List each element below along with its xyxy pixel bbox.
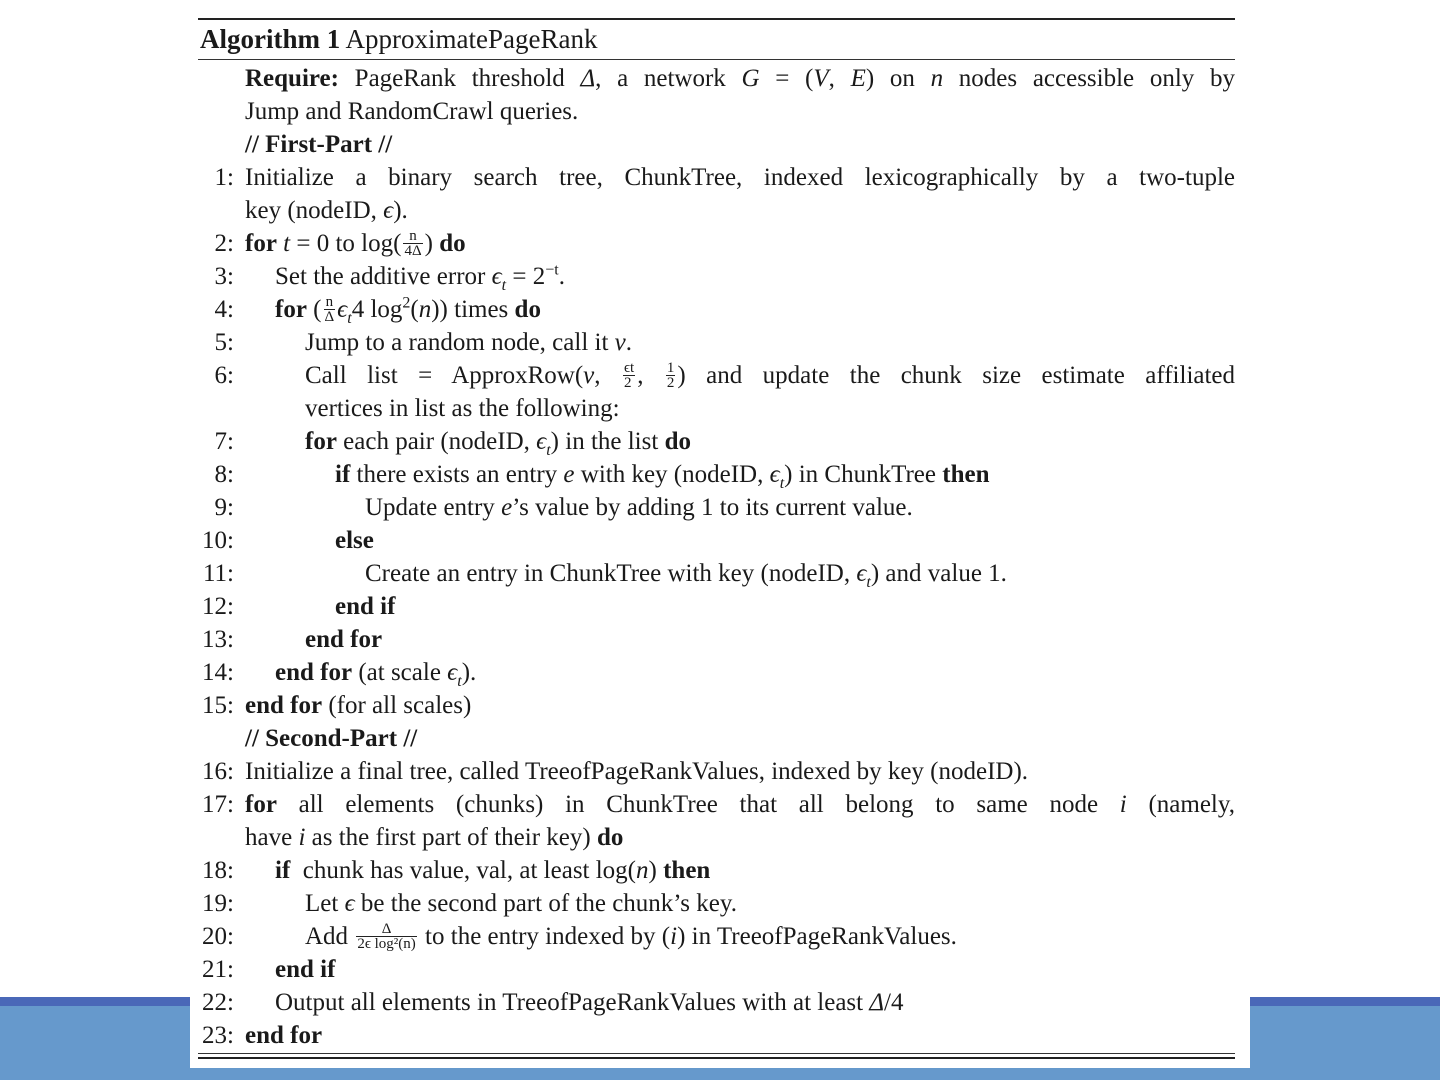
line-number: 4:	[214, 296, 234, 323]
line-number: 6:	[214, 362, 234, 389]
line-text	[275, 656, 476, 689]
bottom-rule-thick	[198, 1057, 1235, 1059]
text: be the second part of the chunk’s key.	[354, 890, 737, 917]
superscript: −t	[545, 261, 559, 279]
line-text	[305, 359, 1235, 392]
math-symbol: ϵ	[337, 296, 348, 323]
subscript: t	[501, 277, 507, 294]
line-text	[305, 887, 737, 920]
algorithm-line	[198, 953, 1235, 986]
algorithm-line	[198, 293, 1235, 326]
text: .	[558, 263, 565, 290]
algorithm-line	[198, 920, 1235, 953]
math-symbol: i	[298, 824, 306, 851]
line-text	[245, 227, 466, 260]
text: key (nodeID,	[245, 197, 384, 224]
line-number: 2:	[214, 230, 234, 257]
keyword: end for	[275, 659, 353, 686]
algorithm-line	[198, 557, 1235, 590]
math-symbol: ϵ	[447, 659, 458, 686]
algorithm-line	[198, 260, 1235, 293]
line-number: 13:	[202, 626, 234, 653]
superscript: 2	[402, 294, 411, 312]
math-symbol: i	[1119, 791, 1127, 818]
keyword: if	[335, 461, 351, 488]
fraction-denominator: 2ϵ log²(n)	[357, 935, 416, 952]
text: ’s value by adding 1 to its current value.	[512, 494, 913, 521]
line-number: 16:	[202, 758, 234, 785]
text: Output all elements in TreeofPageRankValues with at least	[275, 989, 870, 1016]
keyword: do	[596, 824, 624, 851]
text: Update entry	[365, 494, 502, 521]
line-text	[365, 491, 913, 524]
algorithm-line	[198, 656, 1235, 689]
algorithm-line	[198, 392, 1235, 425]
math-symbol: e	[563, 461, 575, 488]
text: )) times	[431, 296, 515, 323]
text: ,	[594, 362, 621, 389]
line-text	[305, 326, 632, 359]
line-number: 23:	[202, 1022, 234, 1049]
text: ) in ChunkTree	[784, 461, 943, 488]
algorithm-line	[198, 854, 1235, 887]
line-text	[245, 128, 392, 161]
line-number: 10:	[202, 527, 234, 554]
text: (	[306, 296, 322, 323]
algorithm-line	[198, 1019, 1235, 1052]
math-symbol: ϵ	[856, 560, 867, 587]
algorithm-line	[198, 788, 1235, 821]
algorithm-name: ApproximatePageRank	[345, 24, 598, 54]
text: Jump to a random node, call it	[305, 329, 615, 356]
algorithm-line	[198, 161, 1235, 194]
algorithm-line	[198, 986, 1235, 1019]
algorithm-line	[198, 326, 1235, 359]
text: Jump and RandomCrawl queries.	[245, 98, 579, 125]
slide-band-right-dark	[1250, 997, 1440, 1006]
math-symbol: ϵ	[344, 890, 355, 917]
line-number: 5:	[214, 329, 234, 356]
algorithm-line	[198, 128, 1235, 161]
math-symbol: Δ	[580, 65, 596, 92]
keyword: do	[439, 230, 466, 257]
line-text	[305, 623, 382, 656]
line-number: 17:	[202, 791, 234, 818]
line-text	[365, 557, 1007, 590]
algorithm-body	[198, 62, 1235, 1052]
math-symbol: Δ	[869, 989, 885, 1016]
algorithm-line	[198, 491, 1235, 524]
text: vertices in list as the following:	[305, 395, 620, 422]
keyword: if	[275, 857, 291, 884]
algorithm-title	[200, 22, 597, 56]
keyword: Require:	[245, 65, 339, 92]
line-number: 22:	[202, 989, 234, 1016]
text: PageRank threshold	[338, 65, 581, 92]
text: all elements (chunks) in ChunkTree that all belong to same node	[276, 791, 1120, 818]
line-text	[305, 392, 620, 425]
keyword: then	[942, 461, 990, 488]
text: Add	[305, 923, 355, 950]
title-rule	[198, 59, 1235, 60]
keyword: end if	[335, 593, 396, 620]
keyword: end for	[245, 1022, 323, 1049]
text: ) and value 1.	[870, 560, 1007, 587]
fraction	[403, 229, 422, 258]
text: Call list = ApproxRow(	[305, 362, 584, 389]
line-number: 3:	[214, 263, 234, 290]
slide-band-bottom	[0, 1068, 1440, 1080]
line-number: 20:	[202, 923, 234, 950]
text: (	[410, 296, 419, 323]
text: = 0 to log(	[290, 230, 402, 257]
keyword: do	[664, 428, 691, 455]
line-text	[335, 524, 374, 557]
text: there exists an entry	[350, 461, 564, 488]
fraction-denominator: 2	[666, 374, 675, 391]
line-text	[245, 161, 1235, 194]
text: Let	[305, 890, 345, 917]
math-symbol: e	[501, 494, 513, 521]
text: Initialize a final tree, called TreeofPageRankValues, indexed by key (nodeID).	[245, 758, 1029, 785]
text: have	[245, 824, 299, 851]
keyword: for	[245, 230, 277, 257]
algorithm-line	[198, 689, 1235, 722]
line-text	[245, 722, 417, 755]
algorithm-line	[198, 524, 1235, 557]
slide-band-left-dark	[0, 997, 190, 1006]
algorithm-line	[198, 887, 1235, 920]
fraction	[666, 361, 676, 390]
text: /4	[884, 989, 904, 1016]
text: ,	[637, 362, 664, 389]
bottom-rule	[198, 1053, 1235, 1054]
text: .	[625, 329, 633, 356]
keyword: else	[335, 527, 374, 554]
line-text	[275, 293, 541, 326]
fraction-numerator: n	[324, 295, 336, 310]
math-symbol: n	[930, 65, 944, 92]
keyword: do	[514, 296, 541, 323]
fraction-numerator: n	[403, 229, 422, 244]
line-number: 15:	[202, 692, 234, 719]
top-rule	[198, 18, 1235, 20]
math-symbol: ϵ	[536, 428, 547, 455]
text: chunk has value, val, at least log(	[290, 857, 637, 884]
line-number: 11:	[202, 560, 234, 587]
text: (for all scales)	[322, 692, 472, 719]
subscript: t	[546, 442, 551, 459]
line-text	[335, 590, 395, 623]
math-symbol: V	[813, 65, 829, 92]
fraction	[356, 922, 416, 951]
subscript: t	[779, 475, 785, 492]
fraction-denominator: Δ	[324, 308, 335, 325]
line-text	[245, 689, 471, 722]
algorithm-line	[198, 359, 1235, 392]
text: to the entry indexed by (	[418, 923, 671, 950]
text: = (	[759, 65, 814, 92]
line-number: 19:	[202, 890, 234, 917]
keyword: // First-Part //	[245, 131, 393, 158]
keyword: for	[245, 791, 277, 818]
subscript: t	[457, 673, 462, 690]
line-text	[245, 95, 578, 128]
text: 4 log	[351, 296, 403, 323]
math-symbol: ϵ	[491, 263, 502, 290]
algorithm-line	[198, 722, 1235, 755]
text: ) in TreeofPageRankValues.	[677, 923, 957, 950]
line-text	[275, 986, 903, 1019]
line-text	[275, 854, 710, 887]
math-symbol: ϵ	[383, 197, 394, 224]
keyword: // Second-Part //	[245, 725, 418, 752]
text: , a network	[595, 65, 742, 92]
algorithm-line	[198, 458, 1235, 491]
text: ).	[393, 197, 408, 224]
line-number: 21:	[202, 956, 234, 983]
subscript: t	[866, 574, 871, 591]
text: = 2	[506, 263, 546, 290]
text: ) in the list	[550, 428, 665, 455]
line-number: 12:	[202, 593, 234, 620]
algorithm-line	[198, 62, 1235, 95]
line-text	[305, 425, 691, 458]
math-symbol: i	[670, 923, 678, 950]
text: Create an entry in ChunkTree with key (nodeID,	[365, 560, 857, 587]
algorithm-figure	[190, 0, 1250, 1068]
text: with key (nodeID,	[574, 461, 770, 488]
math-symbol: ϵ	[769, 461, 780, 488]
line-number: 1:	[214, 164, 234, 191]
line-text	[245, 755, 1028, 788]
line-text	[245, 788, 1235, 821]
fraction	[623, 361, 635, 390]
algorithm-line	[198, 755, 1235, 788]
text: )	[424, 230, 440, 257]
line-text	[335, 458, 989, 491]
algorithm-label: Algorithm 1	[200, 24, 341, 54]
algorithm-line	[198, 590, 1235, 623]
line-number: 9:	[214, 494, 234, 521]
text: (namely,	[1126, 791, 1235, 818]
algorithm-line	[198, 194, 1235, 227]
math-symbol: n	[418, 296, 432, 323]
algorithm-line	[198, 821, 1235, 854]
line-number: 18:	[202, 857, 234, 884]
text: each pair (nodeID,	[336, 428, 537, 455]
line-text	[245, 62, 1235, 95]
text: ).	[461, 659, 477, 686]
text: ) on	[865, 65, 931, 92]
text: Set the additive error	[275, 263, 492, 290]
line-text	[245, 1019, 322, 1052]
line-text	[275, 953, 335, 986]
math-symbol: v	[583, 362, 595, 389]
algorithm-line	[198, 227, 1235, 260]
algorithm-line	[198, 95, 1235, 128]
line-number: 8:	[214, 461, 234, 488]
math-symbol: E	[850, 65, 866, 92]
keyword: end for	[245, 692, 323, 719]
text: (at scale	[352, 659, 448, 686]
text: )	[648, 857, 664, 884]
line-text	[305, 920, 957, 953]
keyword: for	[305, 428, 337, 455]
text: ) and update the chunk size estimate affiliated	[677, 362, 1236, 389]
line-text	[245, 194, 408, 227]
math-symbol: t	[283, 230, 291, 257]
algorithm-line	[198, 623, 1235, 656]
subscript: t	[347, 310, 352, 327]
keyword: for	[275, 296, 307, 323]
fraction-numerator: Δ	[356, 922, 416, 937]
fraction-numerator: 1	[666, 359, 675, 376]
fraction-denominator: 2	[623, 374, 632, 391]
math-symbol: n	[636, 857, 649, 884]
algorithm-line	[198, 425, 1235, 458]
line-number: 14:	[202, 659, 234, 686]
fraction-denominator: 4Δ	[404, 242, 422, 259]
text: as the first part of their key)	[305, 824, 597, 851]
line-text	[275, 260, 565, 293]
text: Initialize a binary search tree, ChunkTree, indexed lexicographically by a two-tuple	[245, 164, 1235, 191]
text: nodes accessible only by	[943, 65, 1235, 92]
math-symbol: v	[614, 329, 626, 356]
text: ,	[828, 65, 851, 92]
math-symbol: G	[741, 65, 760, 92]
keyword: end if	[275, 956, 336, 983]
fraction-numerator: ϵt	[623, 359, 635, 376]
line-text	[245, 821, 623, 854]
line-number: 7:	[214, 428, 234, 455]
fraction	[324, 295, 336, 324]
keyword: end for	[305, 626, 383, 653]
keyword: then	[663, 857, 711, 884]
